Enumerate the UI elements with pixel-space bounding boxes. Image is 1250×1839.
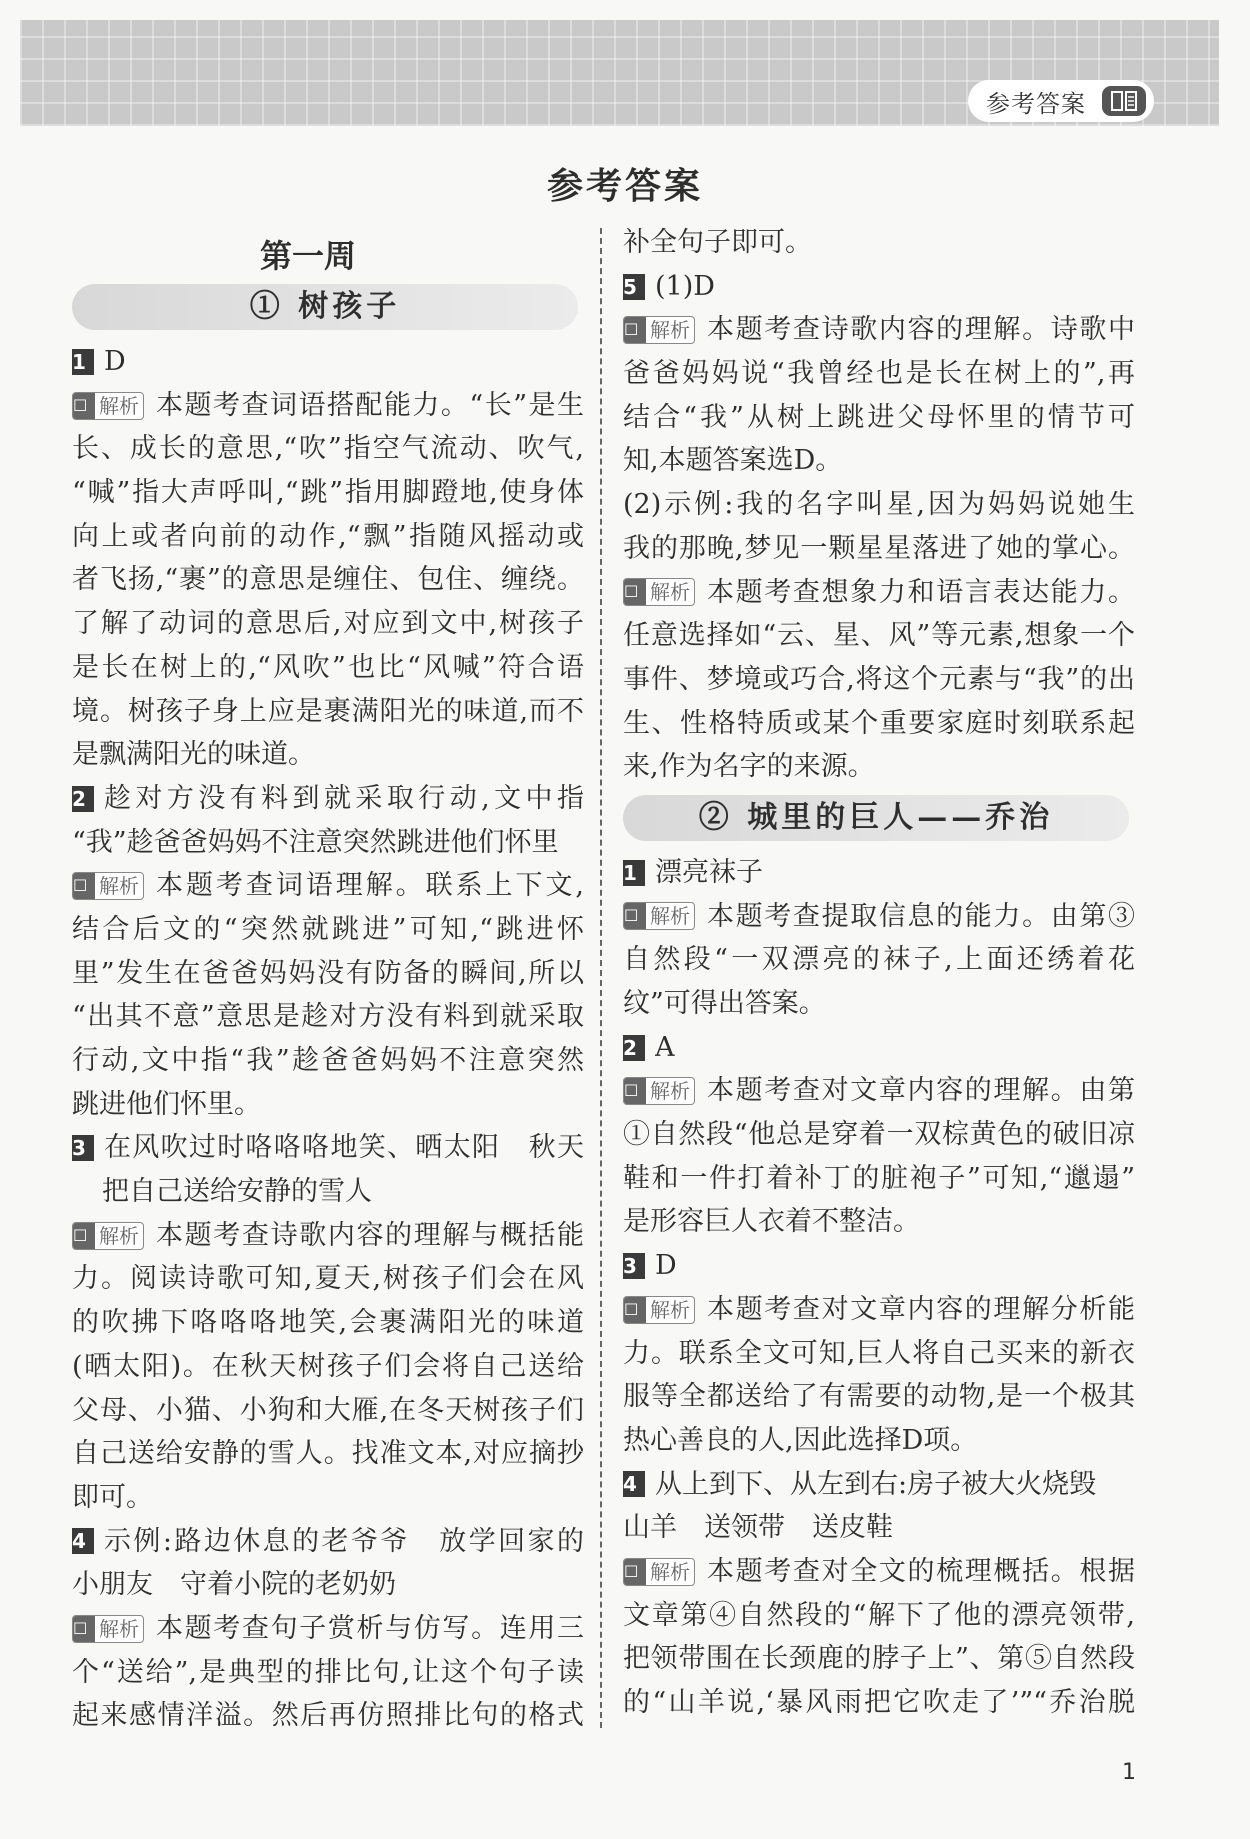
line-text: 结合“我”从树上跳进父母怀里的情节可: [623, 401, 1135, 433]
text-line: [623, 1244, 1135, 1288]
text-line: [72, 995, 584, 1039]
text-line: [623, 1200, 1135, 1244]
line-text: 的“山羊说,‘暴风雨把它吹走了’”“乔治脱: [623, 1687, 1135, 1718]
text-line: [623, 982, 1135, 1026]
text-line: [623, 1113, 1135, 1157]
line-text: 自己送给安静的雪人。找准文本,对应摘抄: [72, 1438, 584, 1470]
question-number-badge: 2: [72, 786, 94, 812]
line-text: 父母、小猫、小狗和大雁,在冬天树孩子们: [72, 1394, 584, 1426]
text-line: [72, 384, 584, 428]
text-line: [623, 938, 1135, 982]
text-line: [623, 439, 1135, 483]
analysis-label: 解析: [650, 318, 690, 343]
line-text: 了解了动词的意思后,对应到文中,树孩子: [72, 608, 584, 640]
analysis-badge: [72, 392, 144, 420]
line-text: “我”趁爸爸妈妈不注意突然跳进他们怀里: [72, 826, 559, 858]
analysis-label: 解析: [650, 904, 690, 929]
line-text: 我的那晚,梦见一颗星星落进了她的掌心。: [623, 532, 1135, 564]
line-text: 任意选择如“云、星、风”等元素,想象一个: [623, 620, 1135, 652]
line-text: 爸爸妈妈说“我曾经也是长在树上的”,再: [623, 358, 1135, 390]
page-number: 1: [1122, 1760, 1136, 1785]
line-text: 事件、梦境或巧合,将这个元素与“我”的出: [623, 663, 1135, 695]
line-text: 本题考查对全文的梳理概括。根据: [707, 1555, 1135, 1587]
line-text: 是长在树上的,“风吹”也比“风喊”符合语: [72, 651, 584, 683]
line-text: D: [104, 346, 126, 377]
analysis-label: 解析: [99, 393, 139, 418]
text-line: [623, 571, 1135, 615]
line-text: 来,作为名字的来源。: [623, 751, 875, 783]
text-line: [623, 352, 1135, 396]
line-text: 把自己送给安静的雪人: [102, 1176, 372, 1208]
analysis-icon: ☐: [73, 1223, 95, 1249]
analysis-label: 解析: [99, 874, 139, 899]
line-text: 本题考查对文章内容的理解。由第: [707, 1075, 1135, 1107]
line-text: 个“送给”,是典型的排比句,让这个句子读: [72, 1656, 584, 1688]
question-number-badge: 1: [623, 860, 645, 886]
text-line: [623, 895, 1135, 939]
text-line: [623, 1375, 1135, 1419]
line-text: 本题考查词语理解。联系上下文,: [156, 870, 584, 902]
line-text: 知,本题答案选D。: [623, 445, 843, 477]
analysis-icon: ☐: [624, 1559, 646, 1585]
line-text: 结合后文的“突然就跳进”可知,“跳进怀: [72, 913, 584, 945]
section-banner: ① 树孩子: [72, 284, 578, 330]
header-band: [20, 20, 1219, 126]
line-text: 本题考查句子赏析与仿写。连用三: [156, 1612, 584, 1644]
text-line: [72, 908, 584, 952]
analysis-badge: [72, 872, 144, 900]
line-text: 行动,文中指“我”趁爸爸妈妈不注意突然: [72, 1045, 584, 1076]
text-line: [623, 1594, 1135, 1638]
text-line: [72, 1520, 584, 1564]
text-line: [72, 1563, 584, 1607]
analysis-label: 解析: [650, 580, 690, 605]
text-line: [623, 221, 1135, 265]
tab-label: 参考答案: [986, 89, 1086, 118]
text-line: [72, 471, 584, 515]
answer-lines: [623, 851, 1135, 1725]
text-line: [623, 658, 1135, 702]
text-line: [72, 340, 584, 384]
text-line: [72, 1126, 584, 1170]
line-text: 者飞扬,“裹”的意思是缠住、包住、缠绕。: [72, 564, 584, 596]
line-text: 是形容巨人衣着不整洁。: [623, 1206, 920, 1238]
line-text: 纹”可得出答案。: [623, 988, 826, 1019]
analysis-icon: ☐: [624, 1297, 646, 1323]
analysis-icon: ☐: [73, 873, 95, 899]
text-line: [72, 558, 584, 602]
text-line: [623, 702, 1135, 746]
text-line: [72, 1214, 584, 1258]
line-text: 自然段“一双漂亮的袜子,上面还绣着花: [623, 944, 1135, 976]
line-text: 服等全都送给了有需要的动物,是一个极其: [623, 1381, 1135, 1413]
question-number-badge: 2: [623, 1035, 645, 1061]
analysis-icon: ☐: [624, 903, 646, 929]
line-text: 本题考查诗歌内容的理解与概括能: [156, 1219, 584, 1251]
line-text: 山羊 送领带 送皮鞋: [623, 1512, 893, 1544]
book-icon: [1102, 86, 1146, 116]
week-heading: 第一周: [259, 237, 356, 275]
line-text: (2)示例:我的名字叫星,因为妈妈说她生: [623, 489, 1135, 521]
line-text: 把领带围在长颈鹿的脖子上”、第⑤自然段: [623, 1643, 1135, 1675]
analysis-label: 解析: [99, 1223, 139, 1248]
line-text: 的吹拂下咯咯咯地笑,会裹满阳光的味道: [72, 1307, 584, 1339]
text-line: [72, 1083, 584, 1127]
text-line: [623, 614, 1135, 658]
analysis-label: 解析: [650, 1559, 690, 1584]
text-line: [72, 952, 584, 996]
analysis-badge: [623, 1296, 695, 1324]
line-text: 鞋和一件打着补丁的脏袍子”可知,“邋遢”: [623, 1162, 1135, 1194]
text-line: [72, 1345, 584, 1389]
line-text: 在风吹过时咯咯咯地笑、晒太阳 秋天: [104, 1132, 584, 1164]
text-line: [623, 527, 1135, 571]
line-text: 是飘满阳光的味道。: [72, 739, 315, 771]
text-line: [623, 851, 1135, 895]
line-text: 长、成长的意思,“吹”指空气流动、吹气,: [72, 433, 584, 465]
answer-lines: [623, 221, 1135, 789]
analysis-badge: [72, 1222, 144, 1250]
page-title: 参考答案: [546, 165, 703, 207]
analysis-icon: ☐: [624, 579, 646, 605]
line-text: 起来感情洋溢。然后再仿照排比句的格式: [72, 1700, 584, 1732]
text-line: [623, 265, 1135, 309]
analysis-badge: [623, 578, 695, 606]
text-line: [623, 1288, 1135, 1332]
line-text: 补全句子即可。: [623, 227, 812, 258]
line-text: 趁对方没有料到就采取行动,文中指: [104, 782, 584, 814]
line-text: ①自然段“他总是穿着一双棕黄色的破旧凉: [623, 1119, 1135, 1151]
text-line: [623, 1637, 1135, 1681]
analysis-label: 解析: [650, 1079, 690, 1104]
analysis-label: 解析: [99, 1616, 139, 1641]
line-text: 里”发生在爸爸妈妈没有防备的瞬间,所以: [72, 957, 584, 989]
left-column: [72, 228, 584, 1738]
line-text: 本题考查对文章内容的理解分析能: [707, 1293, 1135, 1325]
text-line: [72, 1257, 584, 1301]
question-number-badge: 3: [72, 1135, 94, 1161]
right-column: [623, 221, 1135, 1725]
line-text: 向上或者向前的动作,“飘”指随风摇动或: [72, 520, 584, 552]
line-text: “喊”指大声呼叫,“跳”指用脚蹬地,使身体: [72, 477, 584, 509]
column-divider: [600, 228, 602, 1728]
text-line: [72, 821, 584, 865]
text-line: [72, 1039, 584, 1083]
text-line: [72, 1694, 584, 1738]
text-line: [623, 745, 1135, 789]
line-text: 力。联系全文可知,巨人将自己买来的新衣: [623, 1337, 1135, 1369]
text-line: [623, 1332, 1135, 1376]
analysis-icon: ☐: [624, 317, 646, 343]
answer-key-tab: [968, 80, 1154, 122]
text-line: [72, 1651, 584, 1695]
text-line: [623, 1506, 1135, 1550]
text-line: [72, 602, 584, 646]
text-line: [623, 1157, 1135, 1201]
text-line: [623, 1419, 1135, 1463]
line-text: 示例:路边休息的老爷爷 放学回家的: [104, 1525, 584, 1557]
line-text: 本题考查想象力和语言表达能力。: [707, 576, 1135, 608]
analysis-icon: ☐: [73, 1616, 95, 1642]
analysis-badge: [72, 1615, 144, 1643]
text-line: [72, 427, 584, 471]
question-number-badge: 3: [623, 1253, 645, 1279]
line-text: 境。树孩子身上应是裹满阳光的味道,而不: [72, 695, 584, 727]
line-text: 跳进他们怀里。: [72, 1088, 261, 1120]
text-line: [72, 1607, 584, 1651]
line-text: D: [655, 1250, 677, 1282]
text-line: [72, 690, 584, 734]
text-line: [72, 1389, 584, 1433]
text-line: [72, 864, 584, 908]
line-text: 文章第④自然段的“解下了他的漂亮领带,: [623, 1599, 1135, 1631]
text-line: [623, 1550, 1135, 1594]
text-line: [72, 1432, 584, 1476]
line-text: 漂亮袜子: [655, 856, 763, 888]
text-line: [72, 777, 584, 821]
question-number-badge: 4: [72, 1528, 94, 1554]
text-line: [72, 733, 584, 777]
question-number-badge: 5: [623, 274, 645, 300]
line-text: 小朋友 守着小院的老奶奶: [72, 1569, 396, 1601]
answer-lines: [72, 340, 584, 1738]
text-line: [623, 308, 1135, 352]
line-text: (晒太阳)。在秋天树孩子们会将自己送给: [72, 1350, 584, 1382]
text-line: [623, 1026, 1135, 1070]
analysis-label: 解析: [650, 1297, 690, 1322]
text-line: [623, 396, 1135, 440]
analysis-icon: ☐: [624, 1078, 646, 1104]
analysis-badge: [623, 1077, 695, 1105]
analysis-badge: [623, 316, 695, 344]
line-text: 力。阅读诗歌可知,夏天,树孩子们会在风: [72, 1263, 584, 1295]
text-line: [623, 1463, 1135, 1507]
question-number-badge: 4: [623, 1471, 645, 1497]
line-text: 本题考查诗歌内容的理解。诗歌中: [707, 314, 1135, 346]
line-text: A: [655, 1031, 675, 1063]
question-number-badge: 1: [72, 349, 94, 375]
line-text: 本题考查词语搭配能力。“长”是生: [156, 389, 584, 421]
line-text: 从上到下、从左到右:房子被大火烧毁: [655, 1468, 1097, 1500]
text-line: [623, 483, 1135, 527]
analysis-badge: [623, 1558, 695, 1586]
text-line: [623, 1681, 1135, 1725]
analysis-badge: [623, 902, 695, 930]
text-line: [72, 646, 584, 690]
section-banner: ② 城里的巨人——乔治: [623, 795, 1129, 841]
text-line: [72, 1170, 584, 1214]
text-line: [72, 1301, 584, 1345]
text-line: [623, 1069, 1135, 1113]
line-text: (1)D: [655, 270, 715, 302]
text-line: [72, 515, 584, 559]
analysis-icon: ☐: [73, 393, 95, 419]
line-text: 本题考查提取信息的能力。由第③: [707, 900, 1135, 932]
line-text: 生、性格特质或某个重要家庭时刻联系起: [623, 707, 1135, 739]
line-text: 即可。: [72, 1481, 153, 1513]
text-line: [72, 1476, 584, 1520]
line-text: 热心善良的人,因此选择D项。: [623, 1424, 978, 1456]
line-text: “出其不意”意思是趁对方没有料到就采取: [72, 1001, 584, 1033]
